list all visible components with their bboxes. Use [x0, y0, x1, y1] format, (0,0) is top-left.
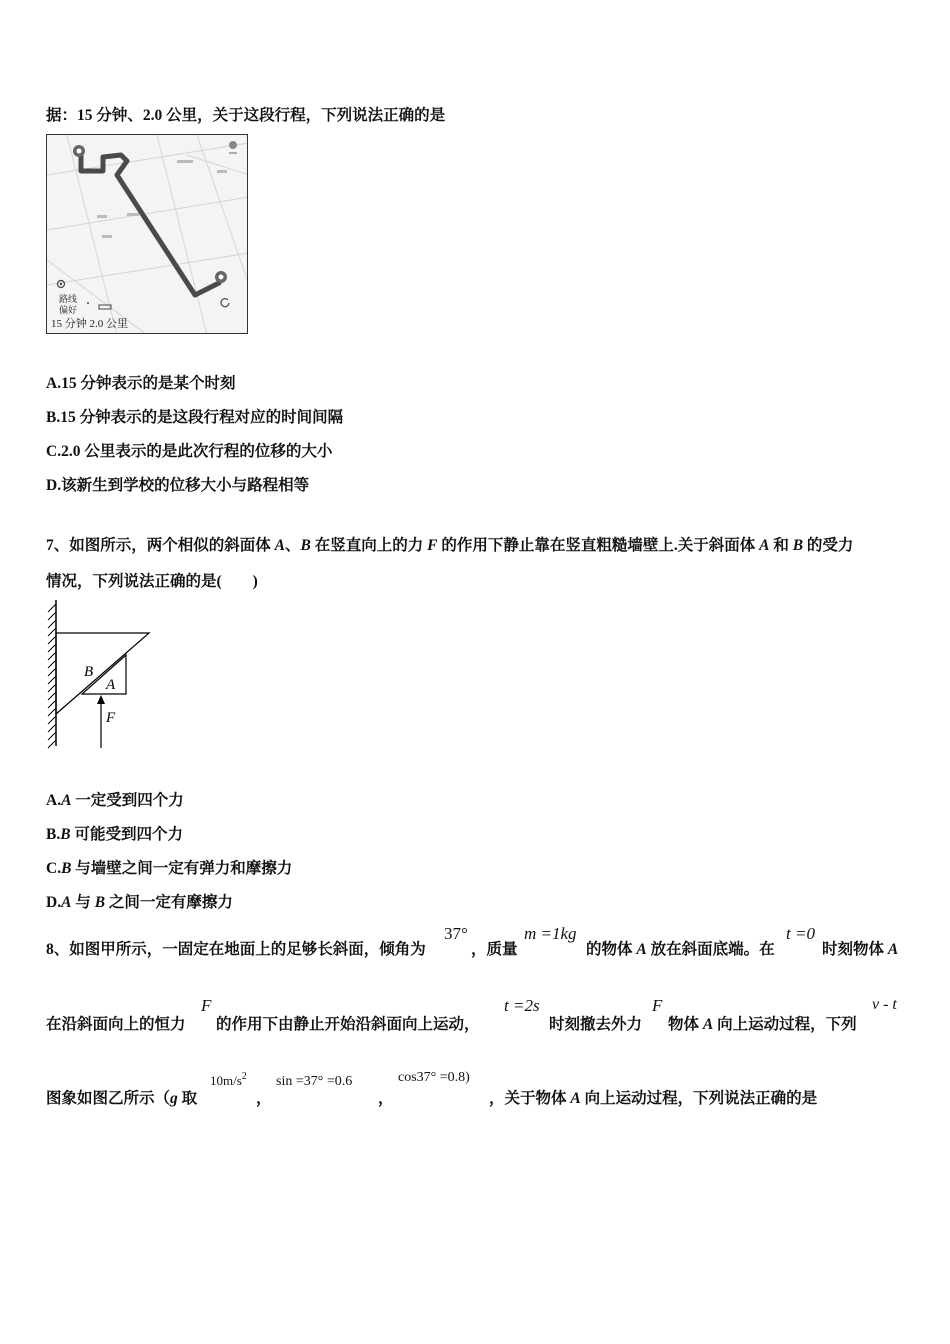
location-pin-icon	[73, 145, 85, 157]
map-caption: 15 分钟 2.0 公里	[51, 318, 128, 330]
layers-icon	[229, 141, 237, 154]
location-pin-icon	[215, 271, 227, 283]
q8-line-2-c: 时刻撤去外力	[549, 1016, 643, 1033]
sin-value: sin =37° =0.6	[276, 1074, 353, 1089]
label-f: F	[106, 710, 116, 726]
q8-line-1-a: 8、如图甲所示，一固定在地面上的足够长斜面，倾角为	[46, 941, 426, 958]
t-zero-value: t =0	[786, 924, 815, 943]
route-map-image	[46, 134, 248, 334]
q6-option-d: D.该新生到学校的位移大小与路程相等	[46, 477, 310, 494]
vt-label: v - t	[872, 996, 897, 1013]
angle-value: 37°	[444, 924, 468, 943]
q8-comma-2: ，	[378, 1090, 394, 1107]
wedge-figure	[44, 598, 164, 750]
g-value: $10m/s^2$	[210, 1071, 247, 1088]
map-graphic	[47, 135, 248, 334]
q7-option-b: B.B 可能受到四个力	[46, 826, 183, 843]
q8-comma-1: ，	[256, 1090, 272, 1107]
q7-option-d: D.A 与 B 之间一定有摩擦力	[46, 894, 233, 911]
label-a: A	[106, 677, 116, 693]
mass-value: m =1kg	[524, 924, 577, 943]
q8-line-1-c: 的物体 A 放在斜面底端。在	[586, 941, 775, 958]
q8-line-3-a: 图象如图乙所示（g 取	[46, 1090, 198, 1107]
locate-icon	[58, 281, 65, 288]
question-7-line-2: 情况，下列说法正确的是( )	[46, 573, 258, 590]
t-two-value: t =2s	[504, 996, 540, 1015]
q6-option-c: C.2.0 公里表示的是此次行程的位移的大小	[46, 443, 333, 460]
q8-line-1-b: ，质量	[471, 941, 518, 958]
q6-option-a: A.15 分钟表示的是某个时刻	[46, 375, 236, 392]
q7-option-c: C.B 与墙壁之间一定有弹力和摩擦力	[46, 860, 293, 877]
q8-line-2-a: 在沿斜面向上的恒力	[46, 1016, 186, 1033]
q8-line-2-d: 物体 A 向上运动过程，下列	[668, 1016, 857, 1033]
refresh-icon	[221, 299, 229, 307]
q8-line-2-b: 的作用下由静止开始沿斜面向上运动，	[216, 1016, 480, 1033]
force-symbol-2: F	[652, 996, 663, 1015]
force-symbol: F	[201, 996, 212, 1015]
cos-value: cos37° =0.8)	[398, 1070, 470, 1085]
q6-option-b: B.15 分钟表示的是这段行程对应的时间间隔	[46, 409, 344, 426]
route-preference-label: 路线 偏好	[59, 295, 78, 316]
q7-option-a: A.A 一定受到四个力	[46, 792, 184, 809]
label-b: B	[84, 664, 94, 680]
question-6-intro: 据：15 分钟、2.0 公里，关于这段行程，下列说法正确的是	[46, 107, 446, 124]
q8-line-1-e: 时刻物体 A	[822, 941, 899, 958]
question-7-line-1: 7、如图所示，两个相似的斜面体 A、B 在竖直向上的力 F 的作用下静止靠在竖直粗糙墙壁上.关于斜面体 A 和 B 的受力	[46, 537, 854, 554]
q8-line-3-c: ，关于物体 A 向上运动过程，下列说法正确的是	[489, 1090, 818, 1107]
